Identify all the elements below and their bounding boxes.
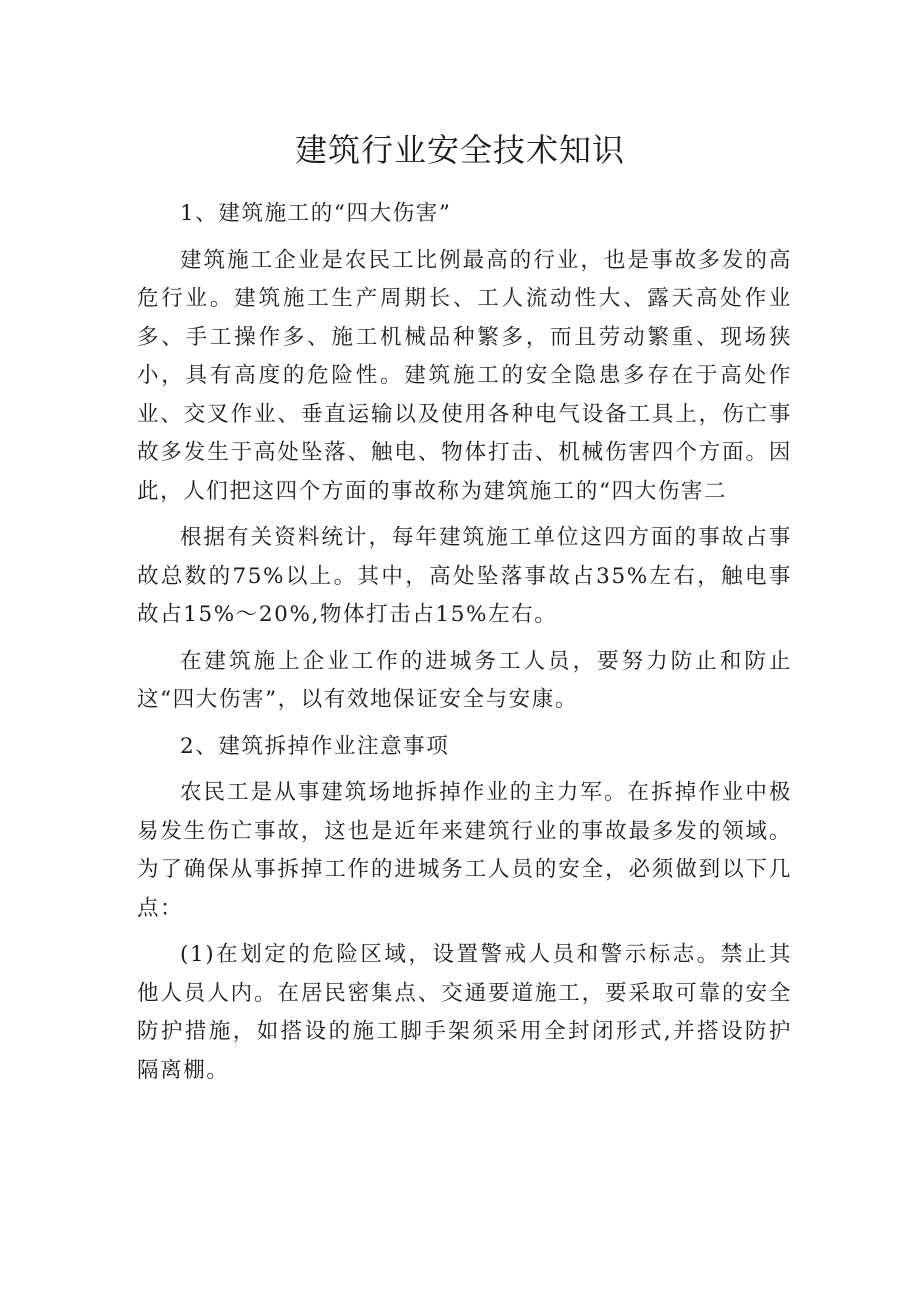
paragraph-4: 农民工是从事建筑场地拆掉作业的主力军。在拆掉作业中极易发生伤亡事故，这也是近年来建筑行业的事故最多发的领域。为了确保从事拆掉工作的进城务工人员的安全，必须做到以下几点： [137, 780, 792, 921]
paragraph-2: 根据有关资料统计，每年建筑施工单位这四方面的事故占事故总数的75%以上。其中，高处坠落事故占35%左右，触电事故占15%～20%,物体打击占15%左右。 [137, 525, 792, 627]
paragraph-3: 在建筑施上企业工作的进城务工人员，要努力防止和防止这“四大伤害”，以有效地保证安全与安康。 [137, 648, 792, 712]
section-heading-2: 2、建筑拆掉作业注意事项 [180, 733, 450, 759]
document-body [137, 195, 792, 1098]
paragraph-1: 建筑施工企业是农民工比例最高的行业，也是事故多发的高危行业。建筑施工生产周期长、工人流动性大、露天高处作业多、手工操作多、施工机械品种繁多，而且劳动繁重、现场狭小，具有高度的危险性。建筑施工的安全隐患多存在于高处作业、交叉作业、垂直运输以及使用各种电气设备工具上，伤亡事故多发生于高处坠落、触电、物体打击、机械伤害四个方面。因此，人们把这四个方面的事故称为建筑施工的“四大伤害二 [137, 247, 792, 504]
section-heading-1: 1、建筑施工的“四大伤害” [180, 201, 452, 226]
document-title: 建筑行业安全技术知识 [294, 131, 625, 169]
paragraph-5: (1)在划定的危险区域，设置警戒人员和警示标志。禁止其他人员人内。在居民密集点、交通要道施工，要采取可靠的安全防护措施，如搭设的施工脚手架须采用全封闭形式,并搭设防护隔离棚。 [137, 942, 792, 1083]
